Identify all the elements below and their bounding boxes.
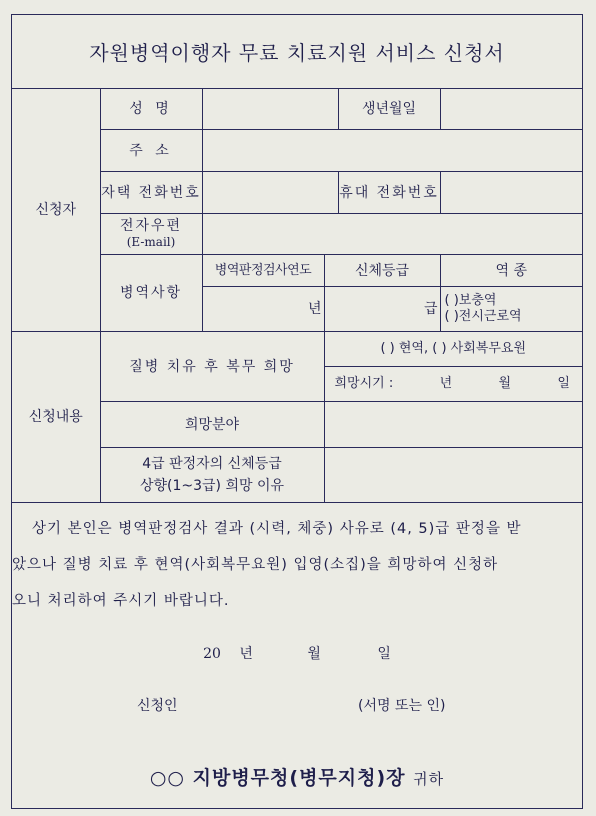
statement-line-1: 상기 본인은 병역판정검사 결과 (시력, 체중) 사유로 (4, 5)급 판정을 받 [32, 521, 522, 537]
date-line [12, 643, 582, 663]
reason-label-line1: 4급 판정자의 신체등급 [142, 456, 282, 472]
exam-year-field[interactable] [202, 287, 324, 332]
hope-day-unit: 일 [557, 376, 570, 391]
date-year: 년 [239, 646, 253, 662]
home-phone-label: 자택 전화번호 [100, 172, 202, 214]
service-type-options [440, 287, 582, 332]
recipient-line [12, 763, 582, 790]
email-sub-label: (E-mail) [126, 235, 176, 249]
grade-label: 신체등급 [324, 255, 440, 287]
applicant-section-label: 신청자 [12, 89, 100, 332]
email-label: 전자우편 [119, 218, 183, 234]
date-day: 일 [377, 646, 391, 662]
hope-time-label: 희망시기 : [334, 376, 394, 391]
recipient-office: ○○ 지방병무청(병무지청)장 [149, 767, 406, 789]
form-title: 자원병역이행자 무료 치료지원 서비스 신청서 [12, 15, 582, 89]
email-label-cell [100, 214, 202, 255]
statement-line-2: 았으나 질병 치료 후 현역(사회복무요원) 입영(소집)을 희망하여 신청하 [12, 557, 499, 573]
wartime-labor-option[interactable]: ( )전시근로역 [444, 309, 522, 324]
date-year-prefix: 20 [203, 646, 221, 662]
statement [12, 509, 582, 619]
supplementary-option[interactable]: ( )보충역 [444, 293, 497, 308]
applicant-table [12, 88, 582, 503]
hope-options[interactable]: ( ) 현역, ( ) 사회복무요원 [324, 332, 582, 367]
field-input[interactable] [324, 402, 582, 448]
mobile-phone-label: 휴대 전화번호 [338, 172, 440, 214]
applicant-sign-label: 신청인 [137, 698, 178, 714]
reason-field[interactable] [324, 448, 582, 503]
military-label: 병역사항 [100, 255, 202, 332]
request-section-label: 신청내용 [12, 332, 100, 503]
birth-label: 생년월일 [338, 89, 440, 130]
reason-label-line2: 상향(1~3급) 희망 이유 [139, 478, 285, 494]
home-phone-field[interactable] [202, 172, 338, 214]
email-field[interactable] [202, 214, 582, 255]
hope-month-unit: 월 [498, 376, 512, 391]
hope-label: 질병 치유 후 복무 희망 [100, 332, 324, 402]
name-field[interactable] [202, 89, 338, 130]
grade-field[interactable] [324, 287, 440, 332]
address-field[interactable] [202, 130, 582, 172]
reason-label-cell [100, 448, 324, 503]
address-label: 주 소 [100, 130, 202, 172]
birth-field[interactable] [440, 89, 582, 130]
service-type-label: 역 종 [440, 255, 582, 287]
application-form [11, 14, 583, 809]
recipient-suffix: 귀하 [413, 770, 445, 788]
name-label: 성 명 [100, 89, 202, 130]
statement-line-3: 오니 처리하여 주시기 바랍니다. [12, 593, 230, 609]
field-label: 희망분야 [100, 402, 324, 448]
year-unit: 년 [307, 301, 322, 317]
hope-time-field[interactable] [324, 367, 582, 402]
sign-or-seal: (서명 또는 인) [358, 698, 446, 714]
date-month: 월 [307, 646, 321, 662]
mobile-phone-field[interactable] [440, 172, 582, 214]
exam-year-label: 병역판정검사연도 [202, 255, 324, 287]
hope-year-unit: 년 [439, 376, 453, 391]
grade-unit: 급 [423, 301, 438, 317]
